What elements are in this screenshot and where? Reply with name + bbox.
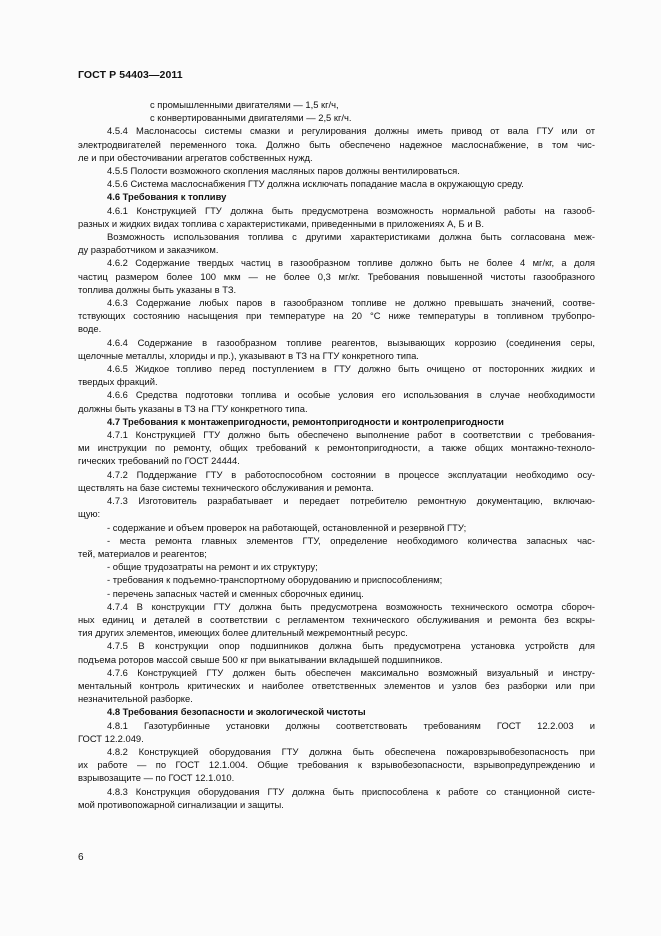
- text-line: 4.8.1 Газотурбинные установки должны соответствовать требованиям ГОСТ 12.2.003 и: [107, 719, 595, 731]
- text-line: 4.7.6 Конструкцией ГТУ должен быть обеспечен максимально возможный визуальный и инстру-: [107, 666, 595, 678]
- text-line: взрывозащите — по ГОСТ 12.1.010.: [78, 772, 235, 784]
- text-line: твердых фракций.: [78, 376, 158, 388]
- text-line: - требования к подъемно-транспортному оборудованию и приспособлениям;: [107, 574, 443, 586]
- text-line: частиц размером более 100 мкм — не более 0,3 мг/кг. Требования повышенной чистоты газообразного: [78, 270, 595, 282]
- text-line: незначительной разборке.: [78, 693, 193, 705]
- document-header: ГОСТ Р 54403—2011: [78, 69, 183, 81]
- page-number: 6: [78, 852, 84, 863]
- text-line: - перечень запасных частей и сменных сборочных единиц.: [107, 587, 364, 599]
- text-line: щелочные металлы, хлориды и пр.), указывают в ТЗ на ГТУ конкретного типа.: [78, 349, 419, 361]
- text-line: подъема роторов массой свыше 500 кг при выкатывании вкладышей подшипников.: [78, 653, 443, 665]
- text-line: топлива должны быть указаны в ТЗ.: [78, 283, 237, 295]
- text-line: Возможность использования топлива с другими характеристиками должна быть согласована меж-: [107, 231, 595, 243]
- document-body: [78, 98, 595, 811]
- text-line: тия других элементов, имеющих более длительный межремонтный ресурс.: [78, 627, 408, 639]
- text-line: 4.8.3 Конструкция оборудования ГТУ должна быть приспособлена к работе со станционной систе-: [107, 785, 595, 797]
- text-line: 4.7.2 Поддержание ГТУ в работоспособном состоянии в процессе эксплуатации необходимо осу-: [107, 468, 595, 480]
- text-line: - общие трудозатраты на ремонт и их структуру;: [107, 561, 318, 573]
- text-line: 4.8.2 Конструкцией оборудования ГТУ должна быть обеспечена пожаровзрывобезопасность при: [107, 745, 595, 757]
- text-line: гических требований по ГОСТ 24444.: [78, 455, 240, 467]
- text-line: ществлять на базе системы технического обслуживания и ремонта.: [78, 481, 374, 493]
- text-line: ных единиц и деталей в соответствии с регламентом технического обслуживания и ремонта без вскры-: [78, 613, 595, 625]
- text-line: 4.6.6 Средства подготовки топлива и особые условия его использования в случае необходимости: [107, 389, 595, 401]
- text-line: ментальный контроль критических и наиболее ответственных элементов и узлов без разборки или при: [78, 679, 595, 691]
- text-line: 4.6.2 Содержание твердых частиц в газообразном топливе должно быть не более 4 мг/кг, а доля: [107, 257, 595, 269]
- text-line: 4.7.4 В конструкции ГТУ должна быть предусмотрена возможность технического осмотра сбороч-: [107, 600, 595, 612]
- text-line: должны быть указаны в ТЗ на ГТУ конкретного типа.: [78, 402, 308, 414]
- text-line: тствующих состоянию насыщения при температуре на 20 °С ниже температуры в топливном трубопро-: [78, 310, 595, 322]
- text-line: - содержание и объем проверок на работающей, остановленной и резервной ГТУ;: [107, 521, 467, 533]
- text-line: ду разработчиком и заказчиком.: [78, 244, 219, 256]
- text-line: тей, материалов и реагентов;: [78, 547, 207, 559]
- text-line: с промышленными двигателями — 1,5 кг/ч,: [150, 99, 339, 110]
- text-line: их работе — по ГОСТ 12.1.004. Общие требования к взрывобезопасности, взрывопредупреждению и: [78, 759, 595, 771]
- text-line: 4.6.4 Содержание в газообразном топливе реагентов, вызывающих коррозию (соединения серы,: [107, 336, 595, 348]
- text-line: с конвертированными двигателями — 2,5 кг/ч.: [150, 112, 352, 124]
- text-line: ми инструкции по ремонту, общих требований к ремонтопригодности, а также общих монтажно-техноло-: [78, 442, 595, 454]
- text-line: 4.7.5 В конструкции опор подшипников должна быть предусмотрена установка устройств для: [107, 640, 595, 652]
- text-line: 4.7.3 Изготовитель разрабатывает и передает потребителю ремонтную документацию, включаю-: [107, 495, 595, 507]
- section-heading: 4.8 Требования безопасности и экологической чистоты: [107, 706, 366, 718]
- text-line: 4.5.6 Система маслоснабжения ГТУ должна исключать попадание масла в окружающую среду.: [107, 178, 524, 190]
- text-line: 4.7.1 Конструкцией ГТУ должно быть обеспечено выполнение работ в соответствии с требования-: [107, 429, 595, 441]
- text-line: 4.6.3 Содержание любых паров в газообразном топливе не должно превышать значений, соотве-: [107, 297, 595, 309]
- text-line: - места ремонта главных элементов ГТУ, определение необходимого количества запасных час-: [107, 534, 595, 546]
- text-line: 4.6.5 Жидкое топливо перед поступлением в ГТУ должно быть очищено от посторонних жидких и: [107, 363, 595, 375]
- text-line: воде.: [78, 323, 102, 335]
- text-line: 4.6.1 Конструкцией ГТУ должна быть предусмотрена возможность нормальной работы на газооб-: [107, 204, 595, 216]
- text-line: щую:: [78, 508, 101, 520]
- text-line: ГОСТ 12.2.049.: [78, 732, 144, 744]
- text-line: электродвигателей переменного тока. Должно быть обеспечено надежное маслоснабжение, в том чис-: [78, 138, 595, 150]
- text-line: мой противопожарной сигнализации и защиты.: [78, 798, 284, 810]
- text-line: ле и при обесточивании агрегатов собственных нужд.: [78, 151, 313, 163]
- section-heading: 4.6 Требования к топливу: [107, 191, 227, 203]
- text-line: разных и жидких видах топлива с характеристиками, приведенными в приложениях А, Б и В.: [78, 217, 485, 229]
- section-heading: 4.7 Требования к монтажепригодности, ремонтопригодности и контролепригодности: [107, 415, 504, 427]
- text-line: 4.5.4 Маслонасосы системы смазки и регулирования должны иметь привод от вала ГТУ или от: [107, 125, 595, 137]
- text-line: 4.5.5 Полости возможного скопления масляных паров должны вентилироваться.: [107, 165, 460, 177]
